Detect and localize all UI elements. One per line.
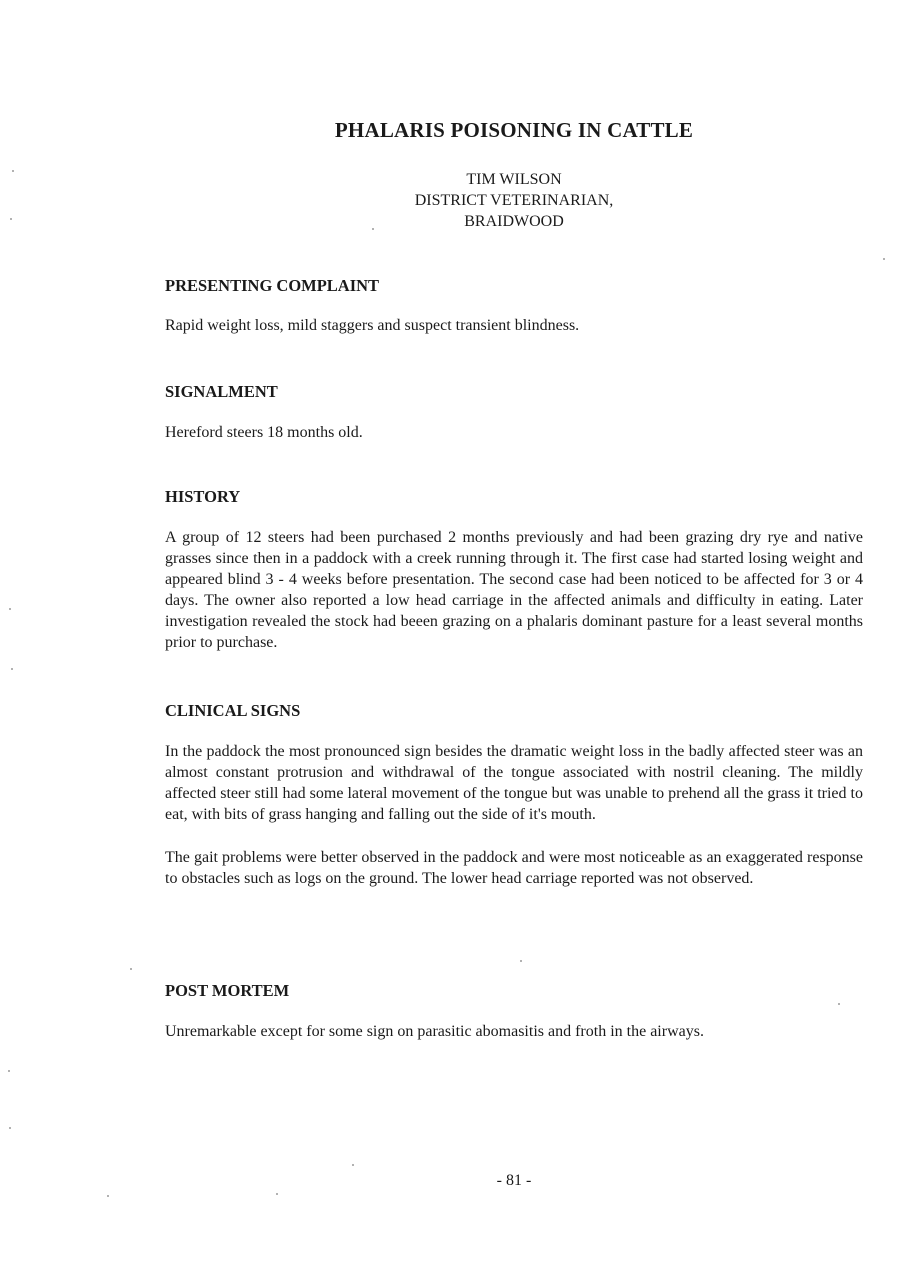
scan-speck: [12, 170, 14, 172]
scan-speck: [520, 960, 522, 962]
section-text: Hereford steers 18 months old.: [165, 424, 363, 441]
section-presenting-complaint: [165, 276, 863, 336]
scan-speck: [11, 668, 13, 670]
scan-speck: [9, 608, 11, 610]
section-heading: POST MORTEM: [165, 981, 290, 1000]
section-signalment: [165, 382, 863, 443]
section-history: [165, 487, 863, 653]
section-heading: PRESENTING COMPLAINT: [165, 276, 380, 295]
author-location: BRAIDWOOD: [464, 213, 564, 230]
scan-speck: [9, 1127, 11, 1129]
section-heading: SIGNALMENT: [165, 382, 278, 401]
page-number: - 81 -: [496, 1172, 532, 1189]
section-text: Rapid weight loss, mild staggers and suspect transient blindness.: [165, 317, 580, 334]
section-heading: HISTORY: [165, 487, 241, 506]
section-text: A group of 12 steers had been purchased 2 months previously and had been grazing dry rye and native grasses since then in a paddock with a creek running through it. The first case had started losing weight and appeared blind 3 - 4 weeks before presentation. The second case had been noticed to be affected for 3 or 4 days. The owner also reported a low head carriage in the affected animals and difficulty in eating. Later investigation revealed the stock had beeen grazing on a phalaris dominant pasture for a least several months prior to purchase.: [165, 529, 863, 651]
section-clinical-signs: [165, 701, 863, 889]
scan-speck: [276, 1193, 278, 1195]
scan-speck: [838, 1003, 840, 1005]
scan-speck: [352, 1164, 354, 1166]
author-byline: [0, 169, 900, 232]
section-post-mortem: [165, 981, 863, 1042]
document-title: PHALARIS POISONING IN CATTLE: [334, 118, 694, 142]
scan-speck: [130, 968, 132, 970]
author-name: TIM WILSON: [466, 171, 562, 188]
section-paragraph-2: The gait problems were better observed in the paddock and were most noticeable as an exaggerated response to obstacles such as logs on the ground. The lower head carriage reported was not observed.: [165, 849, 863, 887]
author-position: DISTRICT VETERINARIAN,: [414, 192, 614, 209]
scan-speck: [883, 258, 885, 260]
section-text: Unremarkable except for some sign on parasitic abomasitis and froth in the airways.: [165, 1023, 704, 1040]
section-paragraph-1: In the paddock the most pronounced sign besides the dramatic weight loss in the badly affected steer was an almost constant protrusion and withdrawal of the tongue associated with nostril cleaning. The mildly affected steer still had some lateral movement of the tongue but was unable to prehend all the grass it tried to eat, with bits of grass hanging and falling out the side of it's mouth.: [165, 743, 863, 823]
scan-speck: [107, 1195, 109, 1197]
section-heading: CLINICAL SIGNS: [165, 701, 301, 720]
scan-speck: [8, 1070, 10, 1072]
scan-speck: [372, 228, 374, 230]
scan-speck: [10, 218, 12, 220]
